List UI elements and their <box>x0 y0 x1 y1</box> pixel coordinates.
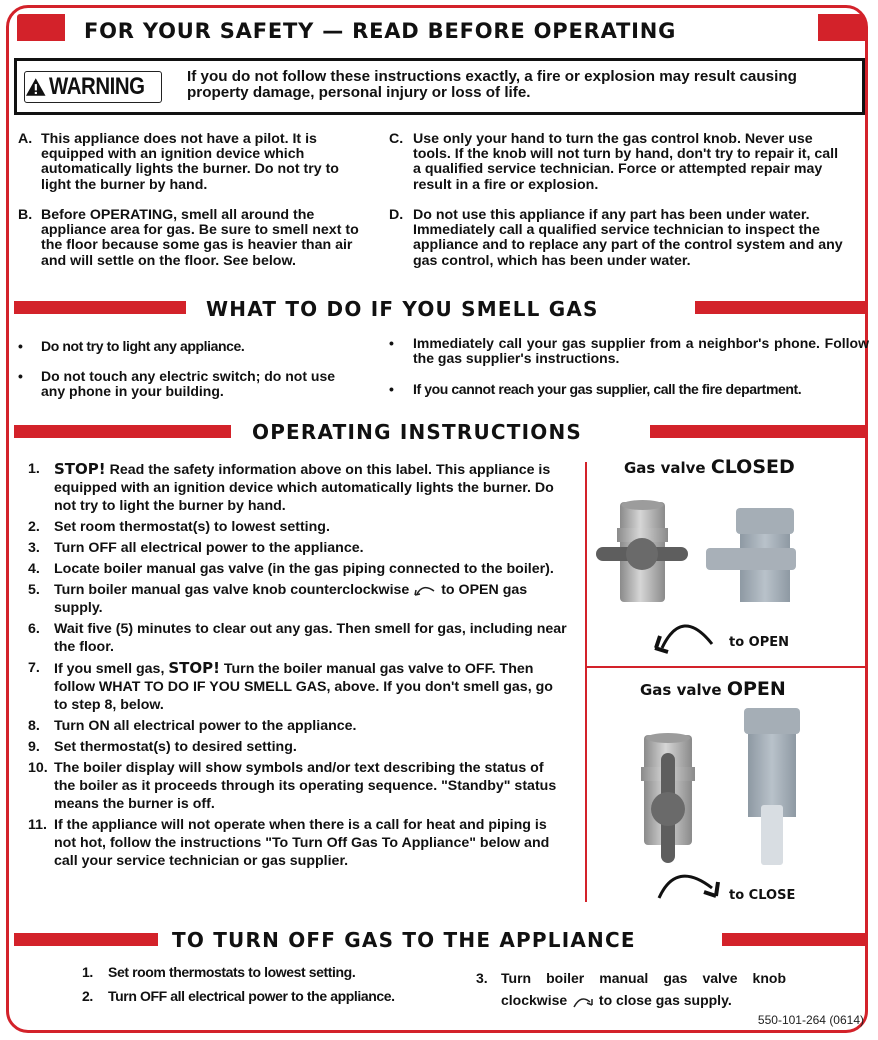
operating-step: 5. Turn boiler manual gas valve knob counterclockwise to OPEN gas supply. <box>28 582 528 616</box>
section-bar-right <box>650 425 865 438</box>
section-bar-right <box>695 301 865 314</box>
safety-item-text: Before OPERATING, smell all around the appliance area for gas. Be sure to smell next to the floor because some gas is heavier than air and will settle on the floor. See below. <box>41 207 359 269</box>
operating-step: 2. Set room thermostat(s) to lowest setting. <box>28 519 330 535</box>
valve-panel-separator <box>585 666 865 668</box>
section-bar-left <box>14 301 186 314</box>
part-number: 550-101-264 (0614) <box>757 1013 864 1027</box>
valve-closed-illustration <box>590 500 865 610</box>
turn-off-title: TO TURN OFF GAS TO THE APPLIANCE <box>172 928 636 952</box>
section-bar-left <box>14 425 231 438</box>
safety-item-text: Use only your hand to turn the gas control knob. Never use tools. If the knob will not turn by hand, don't try to repair it, call a qualified service technician. Force or attempted repair may result in a fire or explosion. <box>413 131 839 193</box>
operating-step: 6. Wait five (5) minutes to clear out any gas. Then smell for gas, including near the floor. <box>28 621 567 655</box>
operating-step: 8. Turn ON all electrical power to the appliance. <box>28 718 357 734</box>
operating-step: 3. Turn OFF all electrical power to the appliance. <box>28 540 364 556</box>
operating-steps <box>28 460 568 873</box>
header-bar-left <box>17 14 65 41</box>
clockwise-arrow-icon <box>656 866 724 900</box>
operating-step: 4. Locate boiler manual gas valve (in the gas piping connected to the boiler). <box>28 561 554 577</box>
warning-badge-label: WARNING <box>48 73 145 100</box>
stop-label: STOP! <box>168 659 220 677</box>
header-bar-right <box>818 14 865 41</box>
counterclockwise-arrow-icon <box>652 614 726 654</box>
smell-gas-bullet: • Do not touch any electric switch; do not use any phone in your building. <box>18 368 336 399</box>
clockwise-arrow-icon <box>571 994 595 1008</box>
turn-off-step: 1. Set room thermostats to lowest setting. <box>82 964 356 980</box>
safety-item-label: C. <box>389 131 404 147</box>
warning-box <box>14 58 865 115</box>
counterclockwise-arrow-icon <box>413 583 437 597</box>
page-title: FOR YOUR SAFETY — READ BEFORE OPERATING <box>84 19 677 43</box>
safety-item-label: A. <box>18 131 33 147</box>
operating-step: 10. The boiler display will show symbols and/or text describing the status of the boiler as it proceeds through its operating sequence. "Standby" status means the burner is off. <box>28 760 557 812</box>
to-close-label: to CLOSE <box>729 888 796 903</box>
smell-gas-bullet: • Do not try to light any appliance. <box>18 338 245 354</box>
smell-gas-title: WHAT TO DO IF YOU SMELL GAS <box>206 297 599 321</box>
safety-item-b <box>18 208 363 269</box>
safety-item-text: Do not use this appliance if any part has been under water. Immediately call a qualified service technician to inspect the appliance and to replace any part of the control system and any gas control, which has been under water. <box>413 207 843 269</box>
safety-item-d <box>389 208 849 269</box>
smell-gas-bullet: • Immediately call your gas supplier from a neighbor's phone. Follow the gas supplier's instructions. <box>389 335 869 366</box>
operating-step: 1. STOP! Read the safety information above on this label. This appliance is equipped with an ignition device which automatically lights the burner. Do not try to light the burner by hand. <box>28 460 554 514</box>
valve-panel-divider <box>585 462 587 902</box>
safety-item-label: B. <box>18 207 33 223</box>
operating-step: 11. If the appliance will not operate when there is a call for heat and piping is not hot, follow the instructions "To Turn Off Gas To Appliance" below and call your service technician or gas supplier. <box>28 817 550 869</box>
safety-item-a <box>18 132 363 193</box>
warning-triangle-icon <box>25 77 47 97</box>
operating-step: 7. If you smell gas, STOP! Turn the boiler manual gas valve to OFF. Then follow WHAT TO DO IF YOU SMELL GAS, above. If you don't smell gas, go to step 8, below. <box>28 659 553 713</box>
valve-open-title: Gas valve OPEN <box>640 678 786 700</box>
turn-off-step: 2. Turn OFF all electrical power to the appliance. <box>82 988 395 1004</box>
warning-message: If you do not follow these instructions exactly, a fire or explosion may result causing property damage, personal injury or loss of life. <box>187 68 797 101</box>
turn-off-step: 3. Turn boiler manual gas valve knob clockwise to close gas supply. <box>476 970 786 1008</box>
smell-gas-bullet: • If you cannot reach your gas supplier, call the fire department. <box>389 381 802 397</box>
safety-item-text: This appliance does not have a pilot. It is equipped with an ignition device which automatically lights the burner. Do not try to light the burner by hand. <box>41 131 339 193</box>
operating-title: OPERATING INSTRUCTIONS <box>252 420 583 444</box>
section-bar-left <box>14 933 158 946</box>
stop-label: STOP! <box>54 460 106 478</box>
section-bar-right <box>722 933 865 946</box>
safety-item-label: D. <box>389 207 404 223</box>
warning-badge <box>24 71 162 103</box>
operating-step: 9. Set thermostat(s) to desired setting. <box>28 739 297 755</box>
valve-closed-title: Gas valve CLOSED <box>624 456 795 478</box>
to-open-label: to OPEN <box>729 635 790 650</box>
safety-item-c <box>389 132 849 193</box>
valve-open-illustration <box>630 705 830 870</box>
